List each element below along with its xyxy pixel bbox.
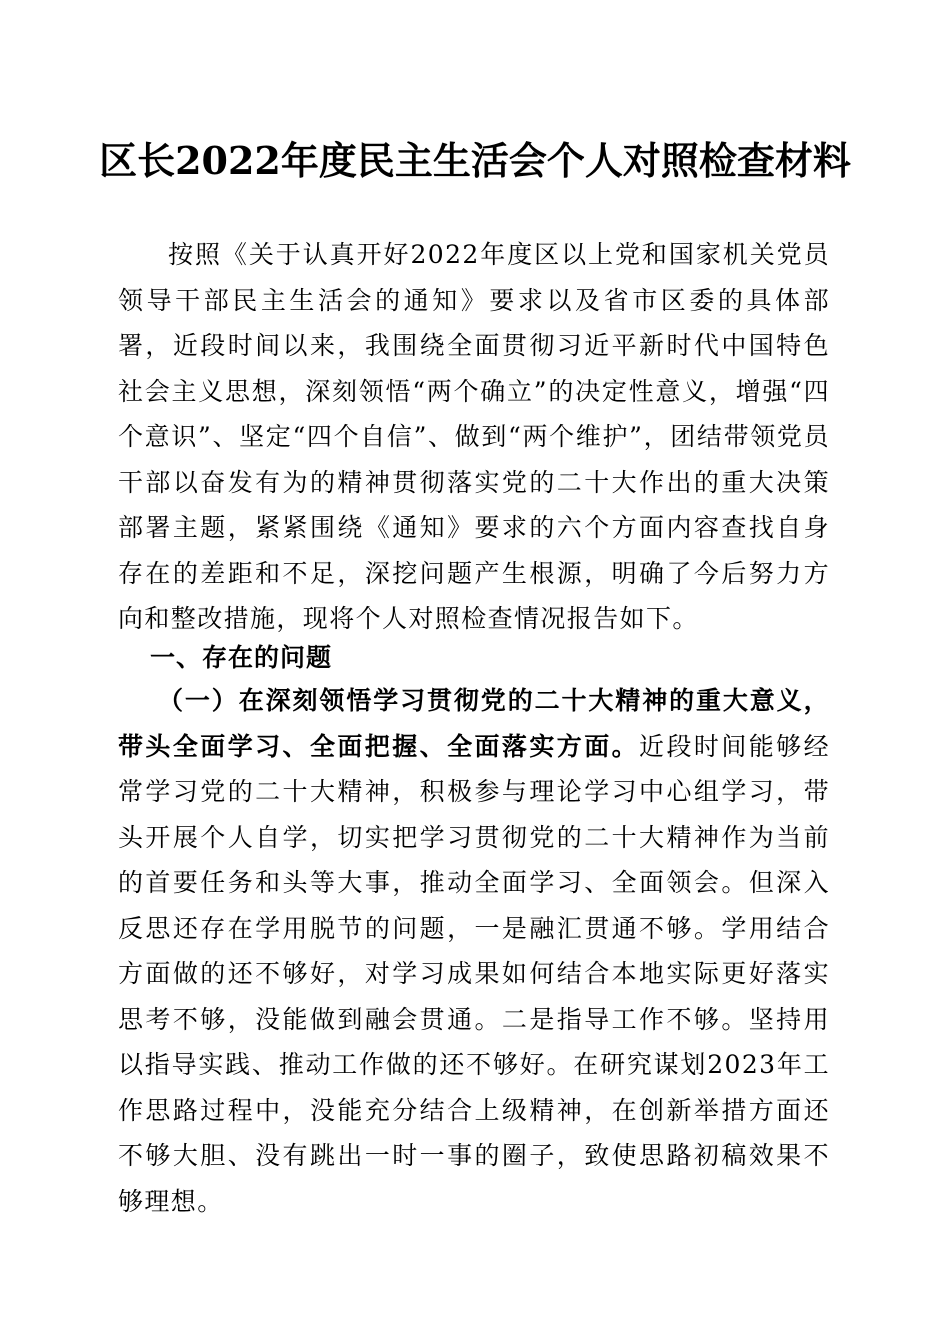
intro-paragraph: 按照《关于认真开好2022年度区以上党和国家机关党员领导干部民主生活会的通知》要求以及省市区委的具体部署，近段时间以来，我围绕全面贯彻习近平新时代中国特色社会主义思想，深刻领悟“两个确立”的决定性意义，增强“四个意识”、坚定“四个自信”、做到“两个维护”，团结带领党员干部以奋发有为的精神贯彻落实党的二十大作出的重大决策部署主题，紧紧围绕《通知》要求的六个方面内容查找自身存在的差距和不足，深挖问题产生根源，明确了今后努力方向和整改措施，现将个人对照检查情况报告如下。 — [118, 240, 830, 633]
subsection-1-body: 近段时间能够经常学习党的二十大精神，积极参与理论学习中心组学习，带头开展个人自学，切实把学习贯彻党的二十大精神作为当前的首要任务和头等大事，推动全面学习、全面领会。但深入反思还存在学用脱节的问题，一是融汇贯通不够。学用结合方面做的还不够好，对学习成果如何结合本地实际更好落实思考不够，没能做到融会贯通。二是指导工作不够。坚持用以指导实践、推动工作做的还不够好。在研究谋划2023年工作思路过程中，没能充分结合上级精神，在创新举措方面还不够大胆、没有跳出一时一事的圈子，致使思路初稿效果不够理想。 — [118, 731, 830, 1216]
section-heading-problems: 一、存在的问题 — [150, 643, 333, 672]
document-title: 区长2022年度民主生活会个人对照检查材料 — [99, 138, 851, 183]
subsection-paragraph-1 — [118, 678, 830, 1224]
subsection-1-lead: （一）在深刻领悟学习贯彻党的二十大精神的重大意义，带头全面学习、全面把握、全面落实方面。 — [118, 686, 830, 761]
